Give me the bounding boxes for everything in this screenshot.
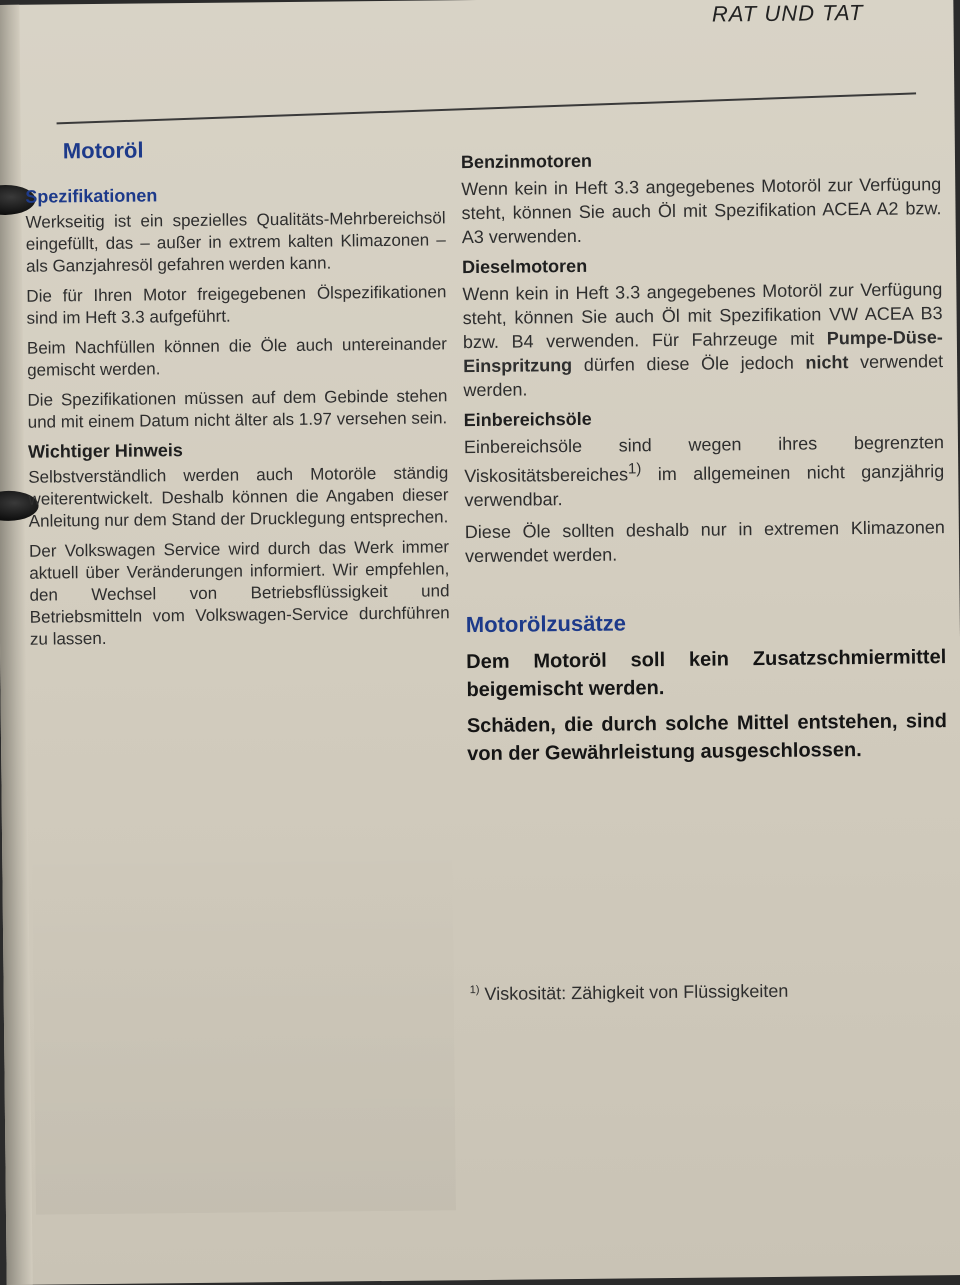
warning-paragraph-2: Schäden, die durch solche Mittel entstehen, sind von der Gewährleistung ausgeschlossen. bbox=[466, 710, 947, 766]
additives-warning bbox=[466, 643, 947, 768]
spec-paragraph-1: Werkseitig ist ein spezielles Qualitäts-Mehrbereichsöl eingefüllt, das – außer in extrem kalten Klimazonen – als Ganzjahresöl gefahren werden kann. bbox=[25, 208, 446, 276]
spec-paragraph-3: Beim Nachfüllen können die Öle auch untereinander gemischt werden. bbox=[26, 334, 447, 380]
footnote-text: Viskosität: Zähigkeit von Flüssigkeiten bbox=[479, 980, 789, 1005]
mono-heading: Einbereichsöle bbox=[463, 408, 592, 431]
petrol-paragraph: Wenn kein in Heft 3.3 angegebenes Motoröl zur Verfügung steht, können Sie auch Öl mit Spezifikation ACEA A2 bzw. A3 verwenden. bbox=[461, 174, 942, 248]
spec-paragraph-2: Die für Ihren Motor freigegebenen Ölspezifikationen sind im Heft 3.3 aufgeführt. bbox=[26, 282, 447, 328]
spec-paragraph-4: Die Spezifikationen müssen auf dem Gebinde stehen und mit einem Datum nicht älter als 1.97 versehen sein. bbox=[27, 386, 448, 432]
diesel-heading: Dieselmotoren bbox=[461, 255, 588, 278]
diesel-bold-nicht: nicht bbox=[805, 352, 849, 373]
petrol-heading: Benzinmotoren bbox=[460, 150, 593, 173]
mono-text-b: im allgemeinen nicht ganzjährig verwendbar. bbox=[464, 461, 945, 511]
diesel-text-b: dürfen diese Öle jedoch bbox=[572, 352, 806, 376]
header-rule bbox=[57, 92, 917, 124]
mono-paragraph-2: Diese Öle sollten deshalb nur in extremen Klimazonen verwendet werden. bbox=[464, 517, 945, 567]
faded-bleedthrough-area bbox=[32, 830, 456, 1214]
diesel-text-a: Wenn kein in Heft 3.3 angegebenes Motoröl zur Verfügung steht, können Sie auch Öl mit Spezifikation VW ACEA B3 bzw. B4 verwenden. Für Fahrzeuge mit bbox=[462, 279, 943, 353]
mono-text-a: Einbereichsöle sind wegen ihres begrenzten Viskositätsbereiches bbox=[463, 432, 945, 487]
right-column bbox=[461, 147, 948, 776]
section-title: Motoröl bbox=[62, 137, 144, 164]
hint-heading: Wichtiger Hinweis bbox=[27, 440, 183, 462]
footnote bbox=[470, 981, 789, 1005]
diesel-bold-pumpe-duese: Pumpe-Düse-Einspritzung bbox=[463, 327, 943, 377]
diesel-paragraph bbox=[462, 277, 943, 402]
hint-paragraph-1: Selbstverständlich werden auch Motoröle ständig weiterentwickelt. Deshalb können die Angaben dieser Anleitung nur dem Stand der Drucklegung entsprechen. bbox=[28, 463, 449, 531]
left-column bbox=[25, 182, 450, 658]
spec-heading: Spezifikationen bbox=[25, 185, 158, 207]
additives-heading: Motorölzusätze bbox=[465, 610, 627, 638]
footnote-ref: 1) bbox=[627, 460, 642, 478]
warning-paragraph-1: Dem Motoröl soll kein Zusatzschmiermittel beigemischt werden. bbox=[466, 646, 947, 702]
hint-paragraph-2: Der Volkswagen Service wird durch das Werk immer aktuell über Veränderungen informiert. Wir empfehlen, den Wechsel von Betriebsflüssigkeit und Betriebsmitteln vom Volkswagen-Service durchführen zu lassen. bbox=[28, 537, 450, 649]
running-head: RAT UND TAT bbox=[711, 0, 864, 27]
mono-paragraph-1 bbox=[464, 430, 945, 512]
footnote-mark: 1) bbox=[469, 984, 480, 997]
diesel-text-c: verwendet werden. bbox=[463, 351, 944, 401]
